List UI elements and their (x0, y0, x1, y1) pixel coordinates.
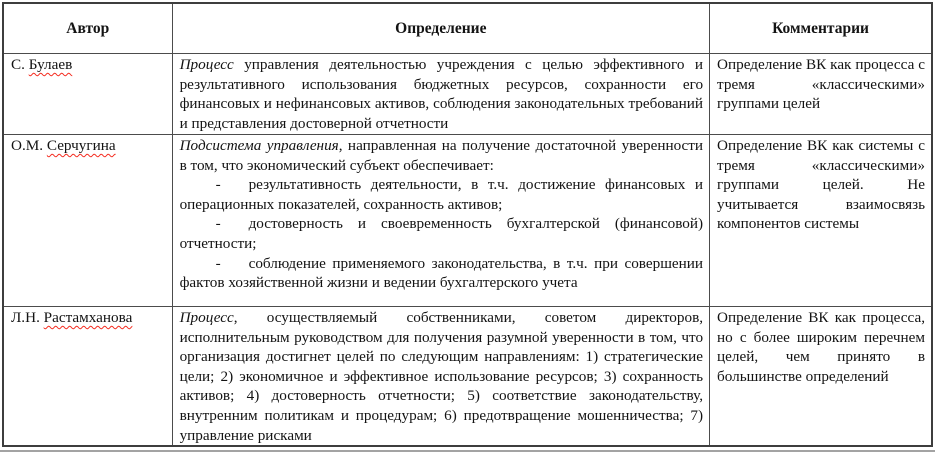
author-name (11, 308, 166, 328)
list-item-text: результативность деятельности, в т.ч. достижение финансовых и операционных показателей, сохранность активов; (179, 176, 704, 213)
table-header-row (3, 3, 932, 54)
definition-lead-italic: Подсистема управления (179, 137, 339, 154)
author-cell (3, 135, 172, 307)
table-row-serchugina (3, 135, 932, 307)
definition-list-item (180, 254, 703, 293)
definition-body: , направленная на получение достаточной уверенности в том, что экономический субъект обеспечивает: (179, 137, 704, 174)
author-name (11, 55, 166, 75)
author-surname-spellchecked: Растамханова (43, 309, 133, 326)
list-dash-marker: - (215, 215, 221, 233)
definition-paragraph (180, 136, 703, 175)
comment-cell (710, 54, 932, 135)
definitions-table (2, 2, 933, 447)
list-item-text: достоверность и своевременность бухгалтерской (финансовой) отчетности; (179, 215, 704, 252)
definition-body: , осуществляемый собственниками, советом директоров, исполнительным руководством для получения разумной уверенности в том, что организация достигнет целей по следующим направлениям: 1) стратегические цели; 2) экономичное и эффективное использование ресурсов; 3) сохранность активов; 4) достоверность отчетности; 5) соответствие законодательству, внутренним политикам и процедурам; 6) предотвращение мошенничества; 7) управление рисками (179, 309, 704, 444)
author-initials: О.М. (11, 137, 47, 154)
definition-list-item (180, 175, 703, 214)
comment-paragraph: Определение ВК как системы с тремя «классическими» группами целей. Не учитывается взаимосвязь компонентов системы (717, 137, 925, 233)
author-initials: Л.Н. (11, 309, 44, 326)
comment-paragraph: Определение ВК как процесса с тремя «классическими» группами целей (717, 56, 925, 113)
author-surname-spellchecked: Булаев (28, 56, 73, 73)
definition-cell (172, 307, 709, 447)
definition-cell (172, 54, 709, 135)
author-name (11, 136, 166, 156)
comment-cell (710, 307, 932, 447)
author-cell (3, 54, 172, 135)
definition-lead-italic: Процесс (179, 309, 234, 326)
definition-list-item (180, 214, 703, 253)
definition-body: управления деятельностью учреждения с целью эффективного и результативного использования бюджетных ресурсов, сохранности его финансовых и нефинансовых активов, соблюдения законодательных требований и представления достоверной отчетности (179, 56, 704, 132)
header-author: Автор (3, 3, 172, 54)
definition-paragraph (180, 55, 703, 133)
definition-cell (172, 135, 709, 307)
list-item-text: соблюдение применяемого законодательства, в т.ч. при совершении фактов хозяйственной жизни и ведении бухгалтерского учета (179, 254, 704, 292)
definition-lead-italic: Процесс (179, 56, 234, 73)
header-definition: Определение (172, 3, 709, 54)
author-surname-spellchecked: Серчугина (46, 137, 116, 154)
comment-cell (710, 135, 932, 307)
list-dash-marker: - (215, 176, 221, 194)
definition-paragraph (180, 308, 703, 445)
header-comments: Комментарии (710, 3, 932, 54)
table-row-rastamkhanova (3, 307, 932, 447)
author-cell (3, 307, 172, 447)
author-initials: С. (11, 56, 29, 73)
comment-paragraph: Определение ВК как процесса, но с более широким перечнем целей, чем принято в большинстве определений (717, 309, 925, 385)
list-dash-marker: - (215, 254, 221, 272)
table-row-bulaev (3, 54, 932, 135)
